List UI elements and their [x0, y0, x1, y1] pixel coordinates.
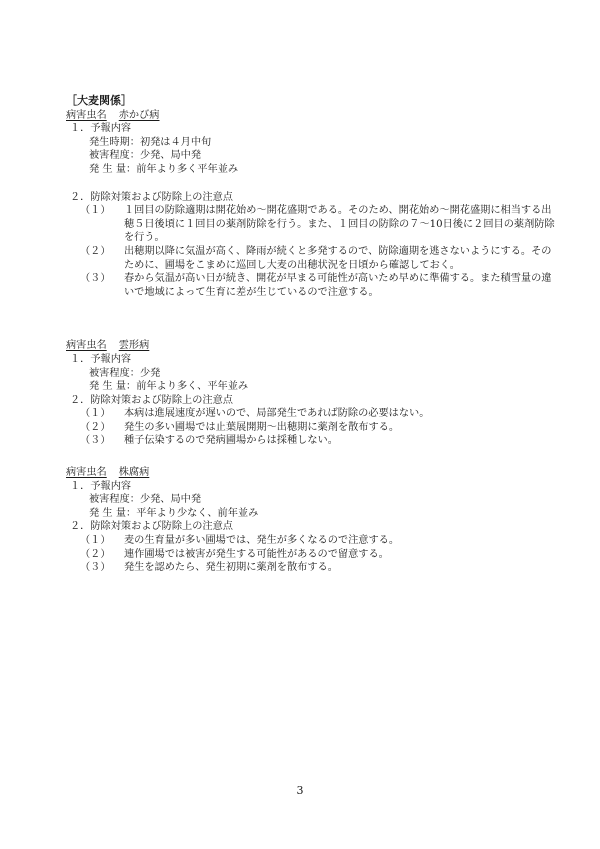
item-text: 発生を認めたら、発生初期に薬剤を散布する。: [124, 562, 338, 574]
pest-name-label: 病害虫名: [66, 340, 107, 352]
item-text: 春から気温が高い日が続き、開花が早まる可能性が高いため早めに準備する。また積雪量の違いで地域によって生育に差が生じているので注意する。: [124, 273, 552, 298]
section-heading: ［大麦関係］: [66, 94, 132, 107]
forecast-row: [89, 380, 556, 394]
item-number: （３）: [80, 562, 111, 574]
control-item: [80, 204, 556, 245]
item-number: （３）: [80, 435, 111, 447]
forecast-label: 発 生 量：: [89, 381, 137, 393]
control-title: ２．防除対策および防除上の注意点: [70, 191, 233, 203]
forecast-row: [89, 493, 556, 507]
control-item: [80, 548, 556, 562]
pest-name-label: 病害虫名: [66, 109, 107, 121]
forecast-title: １．予報内容: [70, 123, 132, 135]
forecast-value: 少発、局中発: [139, 150, 202, 162]
control-item: [80, 561, 556, 575]
forecast-row: [89, 507, 556, 521]
forecast-row: [89, 367, 556, 381]
pest-section-kumogata: [66, 339, 556, 448]
item-text: 連作圃場では被害が発生する可能性があるので留意する。: [124, 548, 389, 560]
forecast-row: [89, 136, 556, 150]
pest-name-label: 病害虫名: [66, 467, 107, 479]
item-text: １回目の防除適期は開花始め～開花盛期である。そのため、開花始め～開花盛期に相当する出穂５日後頃に１回目の薬剤防除を行う。また、１回目の防除の７～10日後に２回目の薬剤防除を行う。: [124, 205, 555, 244]
forecast-value: 初発は４月中旬: [139, 136, 212, 148]
item-text: 本病は進展速度が遅いので、局部発生であれば防除の必要はない。: [124, 408, 430, 420]
page-number: 3: [296, 784, 304, 797]
item-number: （１）: [80, 205, 111, 217]
document-body: [66, 94, 556, 575]
control-title: ２．防除対策および防除上の注意点: [70, 521, 233, 533]
pest-section-kabugusare: [66, 466, 556, 575]
item-number: （２）: [80, 245, 111, 257]
item-text: 出穂期以降に気温が高く、降雨が続くと多発するので、防除適期を逃さないようにする。そのために、圃場をこまめに巡回し大麦の出穂状況を日頃から確認しておく。: [124, 245, 552, 271]
forecast-row: [89, 163, 556, 177]
forecast-label: 発生時期：: [89, 136, 140, 148]
control-item: [80, 407, 556, 421]
item-number: （２）: [80, 548, 111, 560]
item-number: （１）: [80, 408, 111, 420]
pest-name-value: 雲形病: [118, 340, 150, 352]
control-title: ２．防除対策および防除上の注意点: [70, 394, 233, 406]
item-number: （２）: [80, 421, 111, 433]
forecast-value: 少発、局中発: [139, 494, 202, 506]
control-item: [80, 421, 556, 435]
item-text: 発生の多い圃場では止葉展開期～出穂期に薬剤を散布する。: [124, 421, 400, 433]
forecast-value: 前年より多く平年並み: [136, 163, 239, 175]
forecast-label: 被害程度：: [89, 150, 140, 162]
forecast-value: 少発: [139, 367, 161, 379]
forecast-label: 発 生 量：: [89, 163, 137, 175]
forecast-value: 平年より少なく、前年並み: [136, 507, 259, 519]
forecast-label: 被害程度：: [89, 367, 140, 379]
pest-name-value: 赤かび病: [118, 109, 160, 121]
item-text: 種子伝染するので発病圃場からは採種しない。: [124, 435, 338, 447]
control-item: [80, 272, 556, 299]
item-text: 麦の生育量が多い圃場では、発生が多くなるので注意する。: [124, 535, 400, 547]
item-number: （３）: [80, 273, 111, 285]
forecast-label: 被害程度：: [89, 494, 140, 506]
forecast-value: 前年より多く、平年並み: [136, 381, 249, 393]
pest-name-line: [66, 109, 556, 123]
item-number: （１）: [80, 535, 111, 547]
pest-name-line: [66, 339, 556, 353]
pest-name-value: 株腐病: [118, 467, 150, 479]
control-item: [80, 434, 556, 448]
forecast-row: [89, 149, 556, 163]
control-item: [80, 245, 556, 272]
control-item: [80, 534, 556, 548]
pest-section-akakabi: [66, 109, 556, 300]
forecast-label: 発 生 量：: [89, 507, 137, 519]
forecast-title: １．予報内容: [70, 353, 132, 365]
forecast-title: １．予報内容: [70, 480, 132, 492]
pest-name-line: [66, 466, 556, 480]
